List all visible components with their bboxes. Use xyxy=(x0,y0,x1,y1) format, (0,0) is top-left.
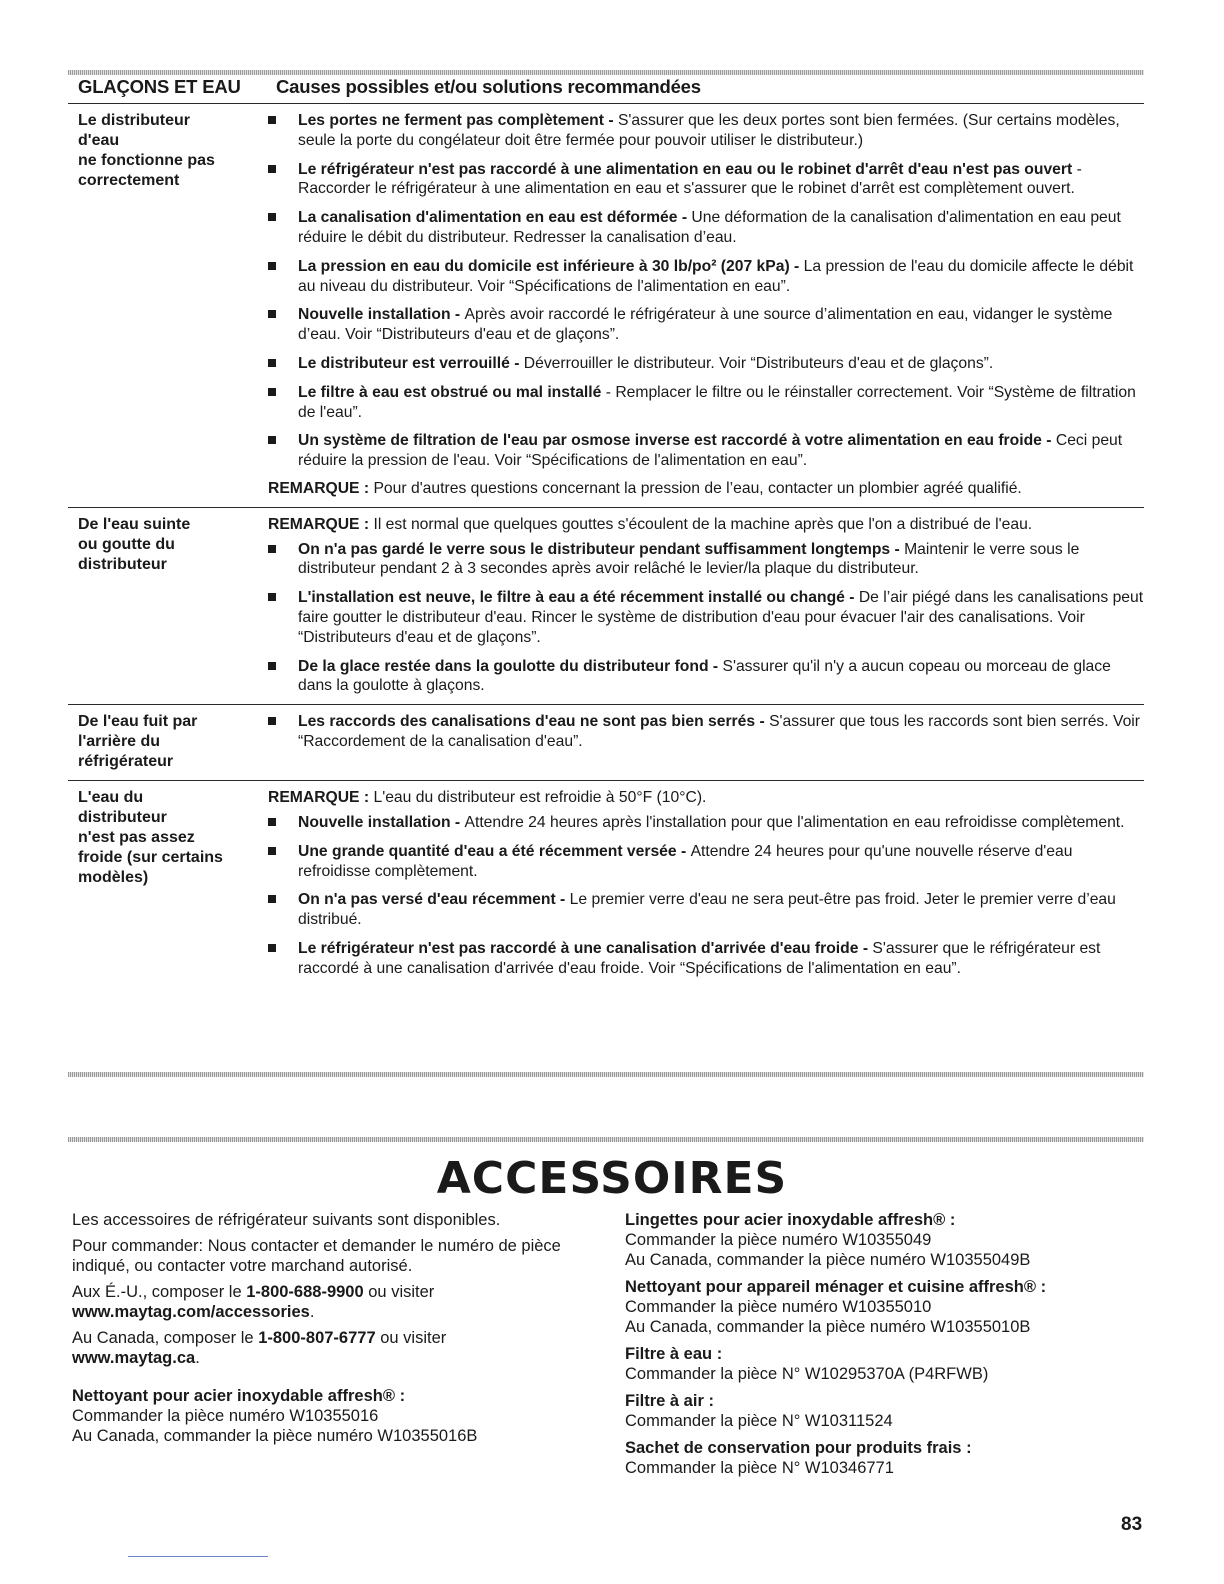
bullet-item xyxy=(268,712,1144,752)
product-line: Au Canada, commander la pièce numéro W10355049B xyxy=(625,1251,1031,1269)
note-bold: REMARQUE : xyxy=(268,789,374,807)
product-name: Lingettes pour acier inoxydable affresh® : xyxy=(625,1211,956,1229)
note-text: L'eau du distributeur est refroidie à 50°F (10°C). xyxy=(373,789,707,807)
note-text: Pour d'autres questions concernant la pression de l’eau, contacter un plombier agréé qualifié. xyxy=(373,479,1022,497)
item-bold: Le réfrigérateur n'est pas raccordé à une canalisation d'arrivée d'eau froide - xyxy=(298,939,873,957)
row-body xyxy=(268,111,1144,499)
accessories-title: ACCESSOIRES xyxy=(436,1153,788,1204)
row-body xyxy=(268,515,1144,696)
bullet-list xyxy=(268,540,1144,697)
product-line: Au Canada, commander la pièce numéro W10355016B xyxy=(72,1427,478,1445)
bullet-item xyxy=(268,354,1144,374)
product-block xyxy=(625,1438,1145,1478)
item-bold: L'installation est neuve, le filtre à eau a été récemment installé ou changé - xyxy=(298,589,859,607)
us-prefix: Aux É.-U., composer le xyxy=(72,1283,247,1301)
bullet-square-icon xyxy=(268,436,276,444)
bullet-item xyxy=(268,842,1144,882)
item-bold: La pression en eau du domicile est inférieure à 30 lb/po² (207 kPa) - xyxy=(298,257,804,275)
accessories-hatch-rule xyxy=(68,1137,1144,1142)
us-end: . xyxy=(309,1303,315,1321)
product-name: Filtre à air : xyxy=(625,1392,714,1410)
bullet-item xyxy=(268,813,1144,833)
bullet-list xyxy=(268,813,1144,979)
footer-line xyxy=(128,1556,268,1557)
item-bold: Nouvelle installation - xyxy=(298,306,465,324)
row-label-line: l'arrière du xyxy=(78,733,161,751)
troubleshooting-table xyxy=(68,76,1144,987)
bullet-square-icon xyxy=(268,593,276,601)
item-text: Après avoir raccordé le réfrigérateur à une source d’alimentation en eau, vidanger le système d’eau. Voir “Distributeurs d'eau et de glaçons”. xyxy=(298,306,1113,344)
row-label-line: ne fonctionne pas xyxy=(78,152,215,169)
bullet-square-icon xyxy=(268,717,276,725)
product-name: Filtre à eau : xyxy=(625,1345,723,1363)
bullet-list xyxy=(268,111,1144,471)
note-text: Il est normal que quelques gouttes s'écoulent de la machine après que l'on a distribué de l'eau. xyxy=(373,515,1033,533)
bullet-square-icon xyxy=(268,818,276,826)
ca-mid: ou visiter xyxy=(375,1329,447,1347)
item-text: La pression de l'eau du domicile affecte le débit au niveau du distributeur. Voir “Spécifications de l'alimentation en eau”. xyxy=(298,257,1134,295)
note-bold: REMARQUE : xyxy=(268,479,374,497)
bullet-item xyxy=(268,160,1144,200)
table-row xyxy=(68,508,1144,705)
item-text: S'assurer que le réfrigérateur est raccordé à une canalisation d'arrivée d'eau froide. Voir “Spécifications de l'alimentation en eau”. xyxy=(298,939,1101,977)
ca-prefix: Au Canada, composer le xyxy=(72,1329,259,1347)
table-header xyxy=(68,76,1144,104)
product-line: Commander la pièce numéro W10355016 xyxy=(72,1407,379,1425)
item-bold: On n'a pas versé d'eau récemment - xyxy=(298,891,570,909)
product-line: Commander la pièce numéro W10355010 xyxy=(625,1298,932,1316)
item-bold: Les raccords des canalisations d'eau ne sont pas bien serrés - xyxy=(298,713,770,731)
bullet-square-icon xyxy=(268,213,276,221)
ca-url-link[interactable]: www.maytag.ca xyxy=(72,1349,196,1367)
item-text: S'assurer que tous les raccords sont bien serrés. Voir “Raccordement de la canalisation d'eau”. xyxy=(298,713,1141,750)
ca-end: . xyxy=(195,1349,200,1367)
bullet-square-icon xyxy=(268,545,276,553)
header-category: GLAÇONS ET EAU xyxy=(78,76,241,97)
item-bold: Une grande quantité d'eau a été récemment versée - xyxy=(298,842,691,860)
bullet-item xyxy=(268,208,1144,248)
row-label xyxy=(68,788,268,978)
table-rows xyxy=(68,104,1144,987)
bullet-square-icon xyxy=(268,359,276,367)
bullet-item xyxy=(268,939,1144,979)
bullet-item xyxy=(268,383,1144,423)
row-label-line: correctement xyxy=(78,172,180,189)
row-label-line: d'eau xyxy=(78,132,120,149)
accessories-left-column xyxy=(72,1210,582,1453)
bullet-square-icon xyxy=(268,165,276,173)
item-text: Attendre 24 heures après l'installation pour que l'alimentation en eau refroidisse complètement. xyxy=(464,813,1125,831)
item-bold: Le réfrigérateur n'est pas raccordé à une alimentation en eau ou le robinet d'arrêt d'eau n'est pas ouvert xyxy=(298,160,1073,178)
row-label-line: distributeur xyxy=(78,555,167,573)
bullet-item xyxy=(268,111,1144,151)
item-bold: La canalisation d'alimentation en eau est déformée - xyxy=(298,209,692,227)
accessories-order: Pour commander: Nous contacter et demander le numéro de pièce indiqué, ou contacter votre marchand autorisé. xyxy=(72,1237,561,1275)
row-label-line: distributeur xyxy=(78,809,167,827)
item-text: Déverrouiller le distributeur. Voir “Distributeurs d'eau et de glaçons”. xyxy=(523,354,994,372)
note xyxy=(268,788,1144,808)
header-causes: Causes possibles et/ou solutions recommandées xyxy=(276,76,701,97)
us-url-link[interactable]: www.maytag.com/accessories xyxy=(72,1303,310,1321)
table-row xyxy=(68,705,1144,781)
product-line: Commander la pièce N° W10295370A (P4RFWB) xyxy=(625,1365,989,1383)
bullet-item xyxy=(268,431,1144,471)
row-label xyxy=(68,515,268,696)
product-block xyxy=(625,1277,1145,1337)
bullet-item xyxy=(268,540,1144,580)
bullet-item xyxy=(268,890,1144,930)
product-name: Nettoyant pour acier inoxydable affresh® : xyxy=(72,1387,406,1405)
product-line: Au Canada, commander la pièce numéro W10355010B xyxy=(625,1318,1031,1336)
note-bold: REMARQUE : xyxy=(268,515,374,533)
table-row xyxy=(68,104,1144,508)
product-name: Sachet de conservation pour produits frais : xyxy=(625,1439,972,1457)
product-block xyxy=(625,1210,1145,1270)
product-name: Nettoyant pour appareil ménager et cuisine affresh® : xyxy=(625,1278,1047,1296)
item-bold: Le distributeur est verrouillé - xyxy=(298,354,524,372)
row-label-line: froide (sur certains xyxy=(78,849,223,867)
item-text: - Remplacer le filtre ou le réinstaller correctement. Voir “Système de filtration de l'eau”. xyxy=(298,383,1136,421)
bullet-square-icon xyxy=(268,116,276,124)
row-label-line: ou goutte du xyxy=(78,535,175,553)
item-text: Attendre 24 heures pour qu'une nouvelle réserve d'eau refroidisse complètement. xyxy=(298,842,1073,880)
item-text: S'assurer qu'il n'y a aucun copeau ou morceau de glace dans la goulotte à glaçons. xyxy=(298,657,1111,695)
bullet-square-icon xyxy=(268,310,276,318)
bullet-square-icon xyxy=(268,262,276,270)
row-body xyxy=(268,712,1144,772)
bullet-item xyxy=(268,588,1144,647)
us-phone: 1-800-688-9900 xyxy=(246,1283,364,1301)
item-bold: De la glace restée dans la goulotte du distributeur fond - xyxy=(298,657,723,675)
product-block xyxy=(72,1386,582,1446)
left-product-list xyxy=(72,1386,582,1446)
row-label-line: réfrigérateur xyxy=(78,753,174,771)
item-text: Maintenir le verre sous le distributeur pendant 2 à 3 secondes après avoir relâché le levier/la plaque du distributeur. xyxy=(298,540,1080,578)
bullet-square-icon xyxy=(268,662,276,670)
accessories-us-contact xyxy=(72,1282,582,1322)
item-text: - Raccorder le réfrigérateur à une alimentation en eau et s'assurer que le robinet d'arrêt est complètement ouvert. xyxy=(298,160,1082,198)
item-text: S'assurer que les deux portes sont bien fermées. (Sur certains modèles, seule la porte du congélateur doit être fermée pour pouvoir utiliser le distributeur.) xyxy=(298,112,1120,149)
bullet-item xyxy=(268,305,1144,345)
bottom-hatch-rule xyxy=(68,1072,1144,1077)
item-bold: Le filtre à eau est obstrué ou mal installé xyxy=(298,383,602,401)
product-line: Commander la pièce numéro W10355049 xyxy=(625,1231,932,1249)
item-bold: Les portes ne ferment pas complètement - xyxy=(298,112,618,129)
bullet-list xyxy=(268,712,1144,752)
accessories-right-column xyxy=(625,1210,1145,1485)
row-label-line: De l'eau fuit par xyxy=(78,713,198,731)
table-row xyxy=(68,781,1144,986)
product-line: Commander la pièce N° W10311524 xyxy=(625,1412,893,1430)
right-product-list xyxy=(625,1210,1145,1478)
item-text: De l’air piégé dans les canalisations peut faire goutter le distributeur d'eau. Rincer le système de distribution d'eau pour évacuer l'air des canalisations. Voir “Distributeurs d'eau et de glaçons”. xyxy=(298,589,1144,646)
note xyxy=(268,479,1144,499)
product-line: Commander la pièce N° W10346771 xyxy=(625,1459,894,1477)
bullet-item xyxy=(268,657,1144,697)
note xyxy=(268,515,1144,535)
bullet-square-icon xyxy=(268,388,276,396)
bullet-square-icon xyxy=(268,847,276,855)
page-number: 83 xyxy=(1121,1514,1143,1535)
row-label-line: De l'eau suinte xyxy=(78,515,191,533)
row-label xyxy=(68,712,268,772)
row-label-line: modèles) xyxy=(78,869,149,887)
row-body xyxy=(268,788,1144,978)
item-text: Le premier verre d'eau ne sera peut-être pas froid. Jeter le premier verre d’eau distribué. xyxy=(298,891,1116,929)
product-block xyxy=(625,1391,1145,1431)
item-text: Ceci peut réduire la pression de l'eau. Voir “Spécifications de l'alimentation en eau”. xyxy=(298,432,1123,470)
top-hatch-rule xyxy=(68,70,1144,75)
row-label-line: n'est pas assez xyxy=(78,829,195,847)
item-bold: Un système de filtration de l'eau par osmose inverse est raccordé à votre alimentation en eau froide - xyxy=(298,432,1056,450)
bullet-item xyxy=(268,257,1144,297)
item-bold: Nouvelle installation - xyxy=(298,813,465,831)
item-bold: On n'a pas gardé le verre sous le distributeur pendant suffisamment longtemps - xyxy=(298,540,905,558)
product-block xyxy=(625,1344,1145,1384)
item-text: Une déformation de la canalisation d'alimentation en eau peut réduire le débit du distributeur. Redresser la canalisation d’eau. xyxy=(298,209,1121,246)
accessories-intro: Les accessoires de réfrigérateur suivants sont disponibles. xyxy=(72,1211,501,1229)
ca-phone: 1-800-807-6777 xyxy=(258,1329,376,1347)
accessories-ca-contact xyxy=(72,1328,582,1368)
bullet-square-icon xyxy=(268,895,276,903)
row-label-line: Le distributeur xyxy=(78,112,191,129)
row-label-line: L'eau du xyxy=(78,789,144,807)
us-mid: ou visiter xyxy=(363,1283,435,1301)
row-label xyxy=(68,111,268,499)
bullet-square-icon xyxy=(268,944,276,952)
